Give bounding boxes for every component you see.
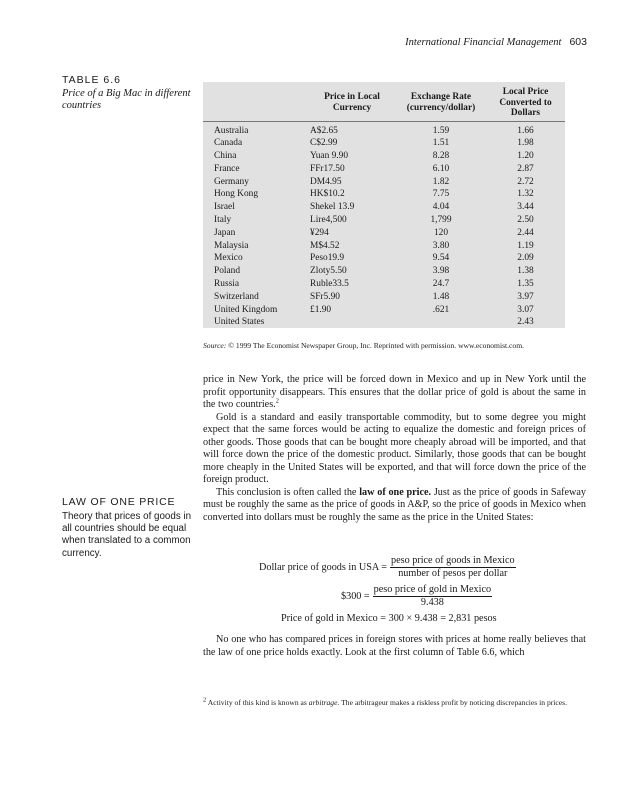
cell-dollar-price: 2.87 [517,163,534,174]
cell-local-price: M$4.52 [310,240,340,251]
source-label: Source: [203,341,227,350]
cell-exchange-rate [396,316,486,329]
cell-exchange-rate: 1.51 [432,138,450,149]
cell-dollar-price: 3.97 [517,291,534,302]
table-row [203,291,565,304]
cell-exchange-rate: 1.82 [432,176,450,187]
table-source [203,341,603,350]
cell-country: Israel [214,202,235,213]
source-text: © 1999 The Economist Newspaper Group, Inc. Reprinted with permission. www.economist.com. [228,341,525,350]
cell-local-price: C$2.99 [310,138,338,149]
cell-exchange-rate: .621 [432,304,450,315]
cell-country: Russia [214,279,240,290]
cell-exchange-rate: 1,799 [430,215,452,226]
cell-local-price: FFr17.50 [310,163,345,174]
cell-dollar-price: 3.44 [517,202,534,213]
table-label: TABLE 6.6 [62,74,121,86]
cell-country: United Kingdom [214,304,278,315]
cell-local-price: £1.90 [310,304,332,315]
fraction-2: $\frac{\text{peso price of gold in Mexico}}{9.438}$ [373,584,492,608]
cell-local-price: DM4.95 [310,176,342,187]
running-head-title: International Financial Management [405,37,562,48]
table-row [203,252,565,265]
running-head [405,36,587,48]
header-dollar-price: Local Price Converted to Dollars [486,82,565,121]
table-row [203,304,565,317]
cell-local-price: Zloty5.50 [310,266,347,277]
footnote-mark: 2 [203,696,207,704]
table-row [203,214,565,227]
table-body [203,121,565,329]
paragraph-2: Gold is a standard and easily transportable commodity, but to some degree you might expect that the same forces would be acting to equalize the domestic and foreign prices of other goods. Those goods that can be bought more cheaply abroad will be imported, and that will force down the price of the domestic product. Similarly, those goods that can be bought more cheaply in the United States will be exported, and that will force down the price of the foreign product. [203,411,586,485]
glossary-term: LAW OF ONE PRICE [62,496,176,508]
cell-dollar-price: 1.32 [517,189,534,200]
cell-exchange-rate: 6.10 [432,163,450,174]
footnote-ref: 2 [275,397,279,405]
table-row [203,227,565,240]
cell-local-price: Yuan 9.90 [310,151,349,162]
paragraph-3: This conclusion is often called the law of one price. Just as the price of goods in Safeway must be roughly the same as the price of goods in A&P, so the price of goods in Mexico when converted into dollars must be roughly the same as the price in the United States: [203,486,586,523]
cell-dollar-price: 2.44 [517,227,534,238]
cell-local-price: ¥294 [310,227,329,238]
equation-3: Price of gold in Mexico = 300 × 9.438 = 2,831 pesos [281,613,497,624]
cell-exchange-rate: 120 [433,227,449,238]
cell-country: United States [214,317,265,328]
cell-country: Italy [214,215,232,226]
cell-local-price: A$2.65 [310,125,338,136]
cell-country: Poland [214,266,241,277]
cell-country: Mexico [214,253,243,264]
cell-dollar-price: 2.43 [517,317,534,328]
price-table [203,82,565,329]
margin-glossary [62,496,197,560]
cell-exchange-rate: 4.04 [432,202,450,213]
cell-dollar-price: 2.72 [517,176,534,187]
cell-dollar-price: 1.98 [517,138,534,149]
table-row [203,201,565,214]
header-exchange-rate: Exchange Rate (currency/dollar) [396,82,486,121]
cell-country: Hong Kong [214,189,259,200]
arbitrage-term: arbitrage. [308,698,340,707]
cell-local-price: Ruble33.5 [310,279,349,290]
paragraph-1: price in New York, the price will be forced down in Mexico and up in New York until the profit opportunity disappears. This ensures that the dollar price of gold is about the same in the two countries.$^2$ [203,374,586,410]
table-header-row [203,82,565,121]
table-row [203,150,565,163]
cell-exchange-rate: 8.28 [432,151,450,162]
paragraph-4: No one who has compared prices in foreign stores with prices at home really believes that the law of one price holds exactly. Look at the first column of Table 6.6, which [203,634,586,658]
cell-country: France [214,163,240,174]
table-row [203,265,565,278]
cell-exchange-rate: 3.80 [432,240,450,251]
cell-local-price: Lire4,500 [310,215,347,226]
cell-dollar-price: 1.66 [517,125,534,136]
cell-exchange-rate: 1.48 [432,291,450,302]
footnote: $^2$ Activity of this kind is known as arbitrage. The arbitrageur makes a riskless profit by noticing discrepancies in prices. [203,696,567,707]
cell-exchange-rate: 24.7 [432,279,450,290]
cell-dollar-price: 1.19 [517,240,534,251]
table-row [203,316,565,329]
cell-country: Japan [214,227,236,238]
equation-1: Dollar price of goods in USA = $\frac{\text{peso price of goods in Mexico}}{\text{number of pesos per dollar}}$ [259,555,515,579]
page-number: 603 [569,36,587,48]
cell-dollar-price: 1.38 [517,266,534,277]
cell-exchange-rate: 7.75 [432,189,450,200]
table-row [203,278,565,291]
cell-country: Germany [214,176,249,187]
table-row [203,137,565,150]
table-row [203,176,565,189]
table-row [203,188,565,201]
header-country [203,82,308,121]
table-row [203,240,565,253]
cell-exchange-rate: 3.98 [432,266,450,277]
cell-dollar-price: 3.07 [517,304,534,315]
cell-dollar-price: 1.35 [517,279,534,290]
cell-country: China [214,151,237,162]
cell-country: Switzerland [214,291,259,302]
header-local-price: Price in Local Currency [308,82,396,121]
cell-local-price: SFr5.90 [310,291,340,302]
fraction-1: $\frac{\text{peso price of goods in Mexico}}{\text{number of pesos per dollar}}$ [390,555,515,579]
table-row [203,121,565,137]
cell-country: Canada [214,138,243,149]
cell-exchange-rate: 9.54 [432,253,450,264]
cell-country: Malaysia [214,240,249,251]
cell-dollar-price: 2.50 [517,215,534,226]
cell-dollar-price: 2.09 [517,253,534,264]
cell-exchange-rate: 1.59 [432,125,450,136]
cell-local-price [308,316,396,329]
equation-2: $300 = $\frac{\text{peso price of gold in Mexico}}{9.438}$ [341,584,492,608]
cell-local-price: Shekel 13.9 [310,202,355,213]
cell-local-price: Peso19.9 [310,253,345,264]
table-row [203,163,565,176]
table-caption: Price of a Big Mac in different countries [62,88,191,111]
big-mac-table [203,82,565,328]
law-of-one-price-term: law of one price. [359,486,432,498]
body-text [203,374,586,524]
cell-local-price: HK$10.2 [310,189,345,200]
cell-country: Australia [214,125,249,136]
glossary-definition: Theory that prices of goods in all countries should be equal when translated to a common currency. [62,511,192,559]
cell-dollar-price: 1.20 [517,151,534,162]
